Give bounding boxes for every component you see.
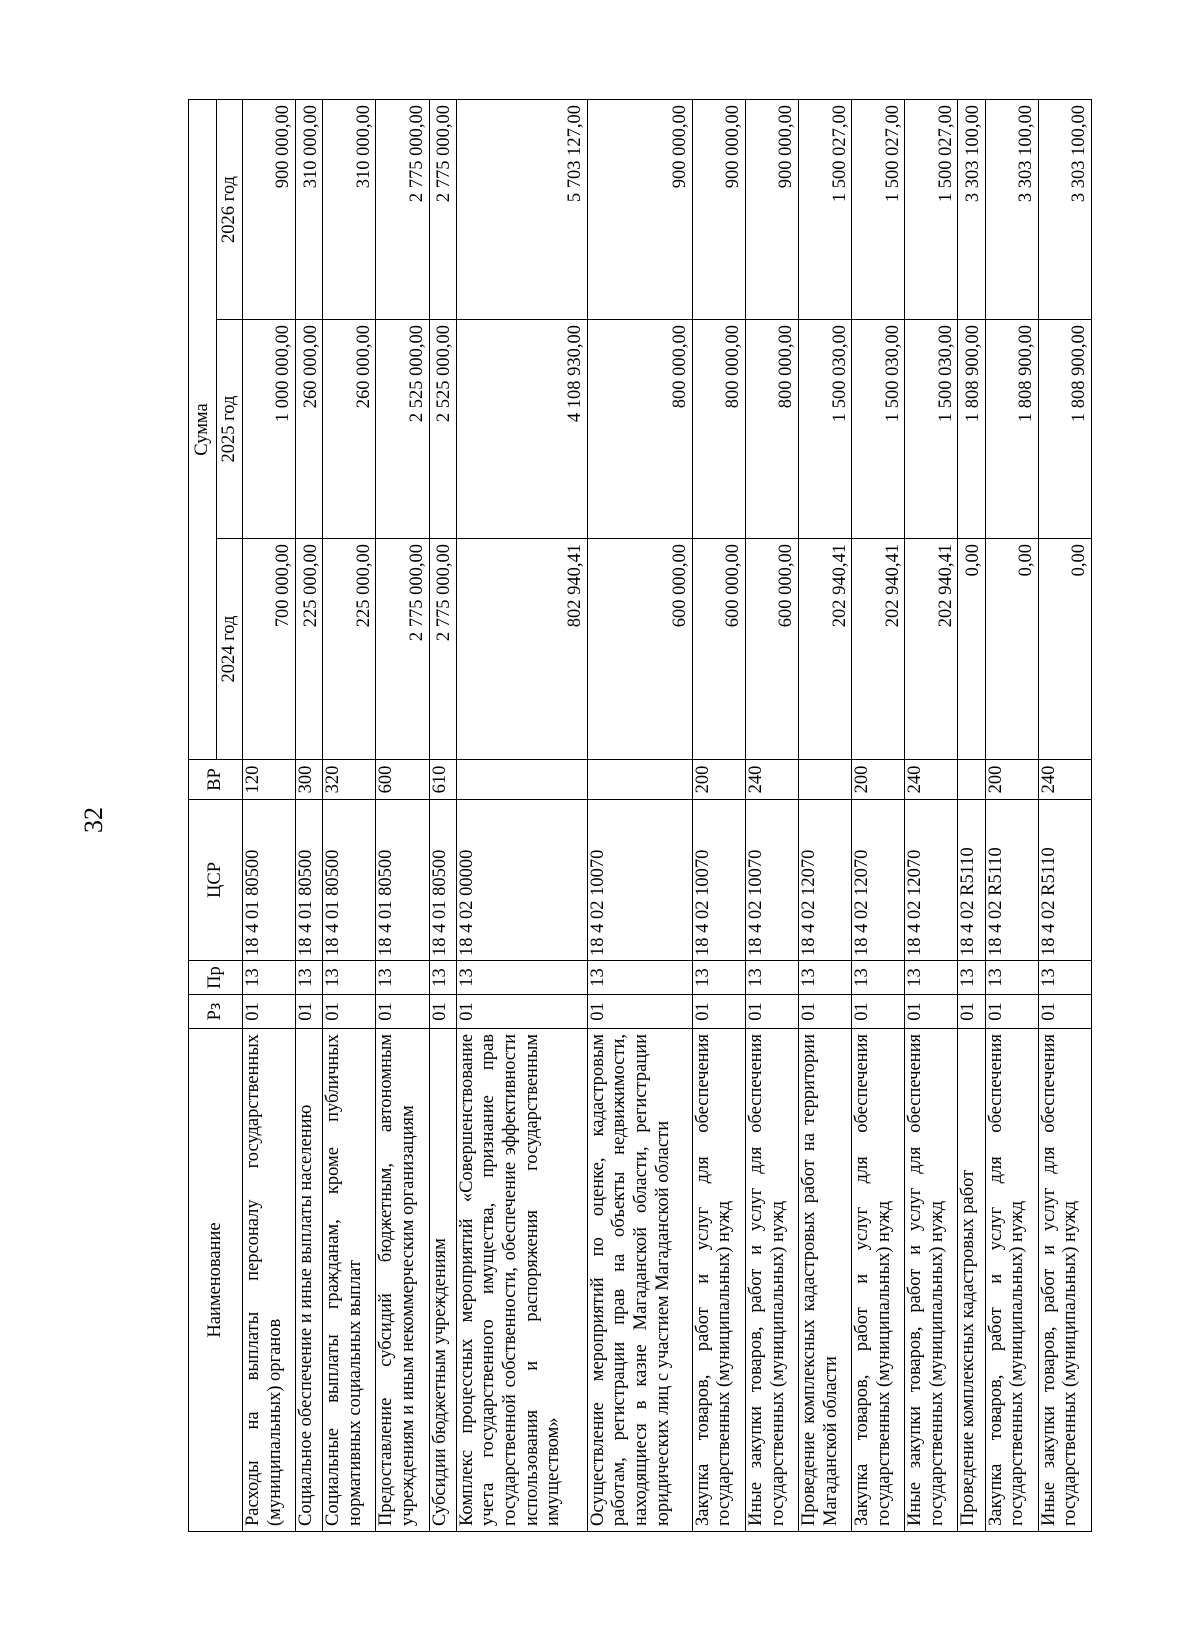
row-name: Иные закупки товаров, работ и услуг для обеспечения государственных (муниципальных) нужд <box>745 1029 798 1532</box>
row-sum-2025: 1 808 900,00 <box>985 320 1038 539</box>
row-sum-2025: 1 500 030,00 <box>852 320 905 539</box>
table-row <box>376 99 429 1531</box>
row-vr: 320 <box>323 760 376 800</box>
row-sum-2025: 1 500 030,00 <box>905 320 958 539</box>
row-sum-2025: 1 808 900,00 <box>1038 320 1091 539</box>
budget-table <box>188 99 1092 1532</box>
row-csr: 18 4 02 R5110 <box>1038 800 1091 961</box>
row-rz: 01 <box>958 995 985 1029</box>
row-csr: 18 4 02 R5110 <box>958 800 985 961</box>
table-row <box>985 99 1038 1531</box>
table-row <box>958 99 985 1531</box>
row-sum-2026: 900 000,00 <box>587 99 692 319</box>
row-sum-2024: 202 940,41 <box>799 539 852 760</box>
row-name: Проведение комплексных кадастровых работ <box>958 1029 985 1532</box>
row-pr: 13 <box>296 961 323 995</box>
row-sum-2024: 202 940,41 <box>852 539 905 760</box>
row-sum-2024: 225 000,00 <box>323 539 376 760</box>
row-sum-2024: 600 000,00 <box>692 539 745 760</box>
row-pr: 13 <box>376 961 429 995</box>
row-name: Закупка товаров, работ и услуг для обеспечения государственных (муниципальных) нужд <box>692 1029 745 1532</box>
row-csr: 18 4 01 80500 <box>323 800 376 961</box>
row-sum-2025: 800 000,00 <box>745 320 798 539</box>
table-row <box>852 99 905 1531</box>
row-vr: 240 <box>1038 760 1091 800</box>
row-csr: 18 4 01 80500 <box>376 800 429 961</box>
row-sum-2024: 0,00 <box>985 539 1038 760</box>
row-vr <box>587 760 692 800</box>
row-sum-2026: 2 775 000,00 <box>376 99 429 319</box>
header-year-2024: 2024 год <box>217 539 243 760</box>
table-row <box>429 99 456 1531</box>
row-sum-2026: 900 000,00 <box>692 99 745 319</box>
row-rz: 01 <box>323 995 376 1029</box>
header-vr: ВР <box>189 760 243 800</box>
row-rz: 01 <box>587 995 692 1029</box>
row-sum-2024: 700 000,00 <box>243 539 296 760</box>
row-csr: 18 4 02 R5110 <box>985 800 1038 961</box>
row-sum-2024: 2 775 000,00 <box>376 539 429 760</box>
row-csr: 18 4 01 80500 <box>243 800 296 961</box>
row-sum-2026: 3 303 100,00 <box>1038 99 1091 319</box>
row-sum-2024: 2 775 000,00 <box>429 539 456 760</box>
row-name: Проведение комплексных кадастровых работ на территории Магаданской области <box>799 1029 852 1532</box>
row-sum-2024: 600 000,00 <box>745 539 798 760</box>
row-sum-2025: 260 000,00 <box>323 320 376 539</box>
row-pr: 13 <box>587 961 692 995</box>
row-vr: 600 <box>376 760 429 800</box>
row-csr: 18 4 01 80500 <box>296 800 323 961</box>
row-sum-2025: 800 000,00 <box>587 320 692 539</box>
row-sum-2026: 310 000,00 <box>296 99 323 319</box>
table-body <box>243 99 1092 1531</box>
row-sum-2024: 0,00 <box>1038 539 1091 760</box>
row-sum-2025: 800 000,00 <box>692 320 745 539</box>
row-vr: 200 <box>852 760 905 800</box>
page-number: 32 <box>79 807 108 833</box>
row-sum-2024: 802 940,41 <box>456 539 587 760</box>
row-sum-2026: 1 500 027,00 <box>905 99 958 319</box>
row-vr <box>456 760 587 800</box>
row-sum-2025: 2 525 000,00 <box>376 320 429 539</box>
row-vr: 300 <box>296 760 323 800</box>
table-row <box>799 99 852 1531</box>
row-sum-2024: 202 940,41 <box>905 539 958 760</box>
row-sum-2026: 3 303 100,00 <box>985 99 1038 319</box>
row-pr: 13 <box>905 961 958 995</box>
row-pr: 13 <box>1038 961 1091 995</box>
row-vr: 200 <box>985 760 1038 800</box>
row-vr <box>958 760 985 800</box>
row-vr <box>799 760 852 800</box>
row-vr: 240 <box>905 760 958 800</box>
row-name: Осуществление мероприятий по оценке, кадастровым работам, регистрации прав на объекты недвижимости, находящиеся в казне Магаданской области, регистрации юридических лиц с участием Магаданской области <box>587 1029 692 1532</box>
row-csr: 18 4 02 12070 <box>905 800 958 961</box>
header-year-2026: 2026 год <box>217 99 243 319</box>
row-sum-2025: 2 525 000,00 <box>429 320 456 539</box>
table-row <box>745 99 798 1531</box>
row-sum-2025: 260 000,00 <box>296 320 323 539</box>
row-pr: 13 <box>985 961 1038 995</box>
row-csr: 18 4 02 10070 <box>745 800 798 961</box>
budget-table-sheet <box>188 100 1092 1532</box>
row-vr: 120 <box>243 760 296 800</box>
table-row <box>323 99 376 1531</box>
row-rz: 01 <box>456 995 587 1029</box>
row-sum-2025: 1 500 030,00 <box>799 320 852 539</box>
row-sum-2026: 1 500 027,00 <box>799 99 852 319</box>
row-pr: 13 <box>852 961 905 995</box>
table-row <box>1038 99 1091 1531</box>
row-name: Социальные выплаты гражданам, кроме публичных нормативных социальных выплат <box>323 1029 376 1532</box>
row-sum-2025: 1 000 000,00 <box>243 320 296 539</box>
row-rz: 01 <box>243 995 296 1029</box>
table-row <box>296 99 323 1531</box>
row-name: Иные закупки товаров, работ и услуг для обеспечения государственных (муниципальных) нужд <box>905 1029 958 1532</box>
row-sum-2025: 1 808 900,00 <box>958 320 985 539</box>
row-csr: 18 4 02 10070 <box>692 800 745 961</box>
row-rz: 01 <box>376 995 429 1029</box>
row-name: Закупка товаров, работ и услуг для обеспечения государственных (муниципальных) нужд <box>852 1029 905 1532</box>
row-name: Субсидии бюджетным учреждениям <box>429 1029 456 1532</box>
row-rz: 01 <box>985 995 1038 1029</box>
row-vr: 240 <box>745 760 798 800</box>
header-name: Наименование <box>189 1029 243 1532</box>
row-csr: 18 4 02 10070 <box>587 800 692 961</box>
header-year-2025: 2025 год <box>217 320 243 539</box>
row-pr: 13 <box>692 961 745 995</box>
header-sum: Сумма <box>189 99 217 759</box>
row-csr: 18 4 02 12070 <box>852 800 905 961</box>
row-vr: 610 <box>429 760 456 800</box>
row-name: Социальное обеспечение и иные выплаты населению <box>296 1029 323 1532</box>
row-rz: 01 <box>905 995 958 1029</box>
row-name: Закупка товаров, работ и услуг для обеспечения государственных (муниципальных) нужд <box>985 1029 1038 1532</box>
row-name: Иные закупки товаров, работ и услуг для обеспечения государственных (муниципальных) нужд <box>1038 1029 1091 1532</box>
table-row <box>243 99 296 1531</box>
row-rz: 01 <box>692 995 745 1029</box>
row-rz: 01 <box>799 995 852 1029</box>
row-pr: 13 <box>745 961 798 995</box>
row-sum-2026: 5 703 127,00 <box>456 99 587 319</box>
row-sum-2026: 3 303 100,00 <box>958 99 985 319</box>
row-sum-2024: 225 000,00 <box>296 539 323 760</box>
row-pr: 13 <box>429 961 456 995</box>
row-sum-2024: 600 000,00 <box>587 539 692 760</box>
row-rz: 01 <box>429 995 456 1029</box>
row-sum-2026: 310 000,00 <box>323 99 376 319</box>
row-csr: 18 4 02 12070 <box>799 800 852 961</box>
row-rz: 01 <box>296 995 323 1029</box>
row-rz: 01 <box>852 995 905 1029</box>
row-pr: 13 <box>456 961 587 995</box>
row-sum-2024: 0,00 <box>958 539 985 760</box>
row-rz: 01 <box>745 995 798 1029</box>
header-row-1 <box>189 99 217 1531</box>
row-vr: 200 <box>692 760 745 800</box>
row-pr: 13 <box>323 961 376 995</box>
row-name: Предоставление субсидий бюджетным, автономным учреждениям и иным некоммерческим организациям <box>376 1029 429 1532</box>
header-pr: Пр <box>189 961 243 995</box>
table-row <box>587 99 692 1531</box>
row-sum-2026: 1 500 027,00 <box>852 99 905 319</box>
header-csr: ЦСР <box>189 800 243 961</box>
row-pr: 13 <box>958 961 985 995</box>
row-pr: 13 <box>799 961 852 995</box>
row-sum-2026: 900 000,00 <box>243 99 296 319</box>
row-csr: 18 4 01 80500 <box>429 800 456 961</box>
row-sum-2025: 4 108 930,00 <box>456 320 587 539</box>
table-row <box>905 99 958 1531</box>
row-name: Расходы на выплаты персоналу государственных (муниципальных) органов <box>243 1029 296 1532</box>
table-row <box>456 99 587 1531</box>
row-sum-2026: 2 775 000,00 <box>429 99 456 319</box>
row-sum-2026: 900 000,00 <box>745 99 798 319</box>
row-csr: 18 4 02 00000 <box>456 800 587 961</box>
row-rz: 01 <box>1038 995 1091 1029</box>
row-pr: 13 <box>243 961 296 995</box>
header-rz: Рз <box>189 995 243 1029</box>
table-row <box>692 99 745 1531</box>
row-name: Комплекс процессных мероприятий «Совершенствование учета государственного имущества, признание прав государственной собственности, обеспечение эффективности использования и распоряжения государственным имуществом» <box>456 1029 587 1532</box>
